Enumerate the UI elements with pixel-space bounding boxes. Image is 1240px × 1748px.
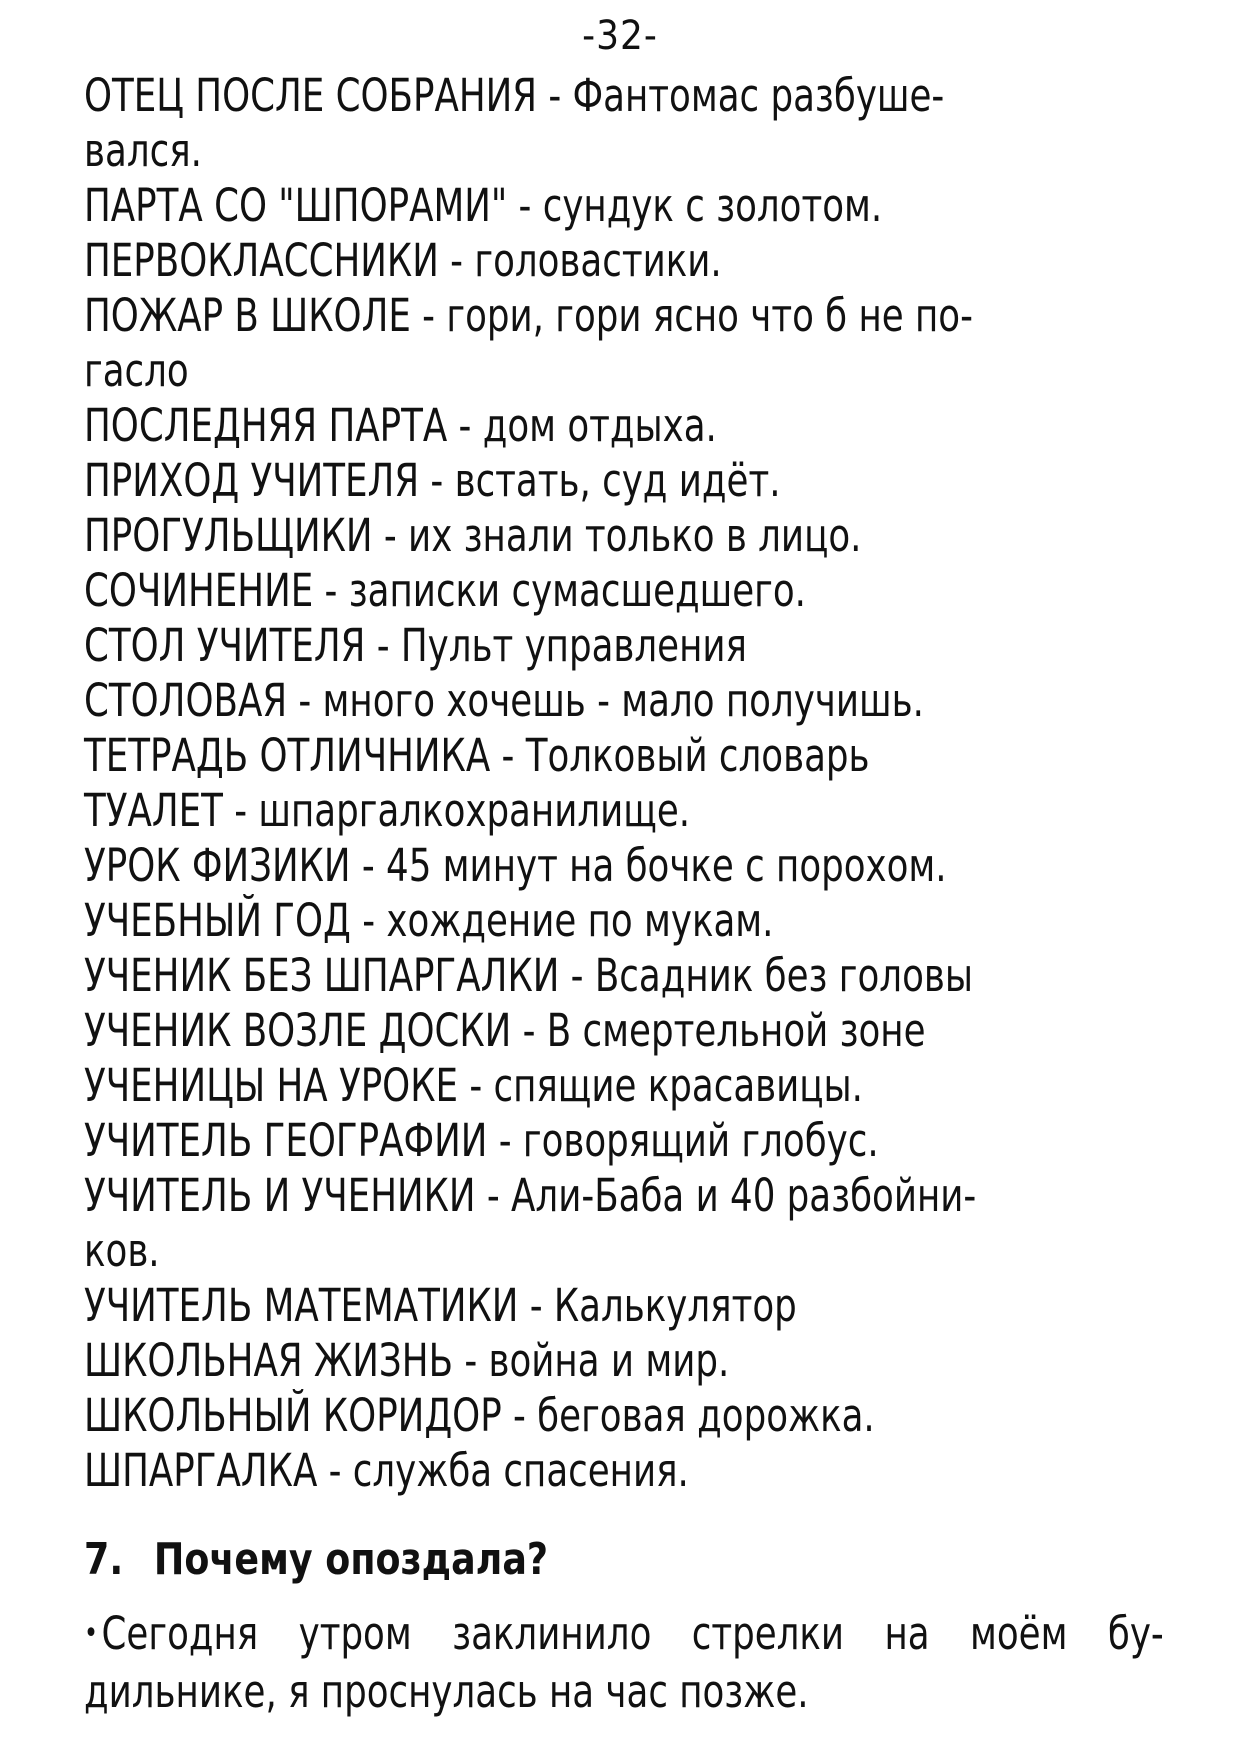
bullet-line-2: дильнике, я проснулась на час позже. <box>84 1665 809 1718</box>
text-line: гасло <box>84 344 189 397</box>
text-line: ПОЖАР В ШКОЛЕ - гори, гори ясно что б не по- <box>84 289 973 342</box>
text-line: ОТЕЦ ПОСЛЕ СОБРАНИЯ - Фантомас разбуше- <box>84 69 945 122</box>
text-line: ПРИХОД УЧИТЕЛЯ - встать, суд идёт. <box>84 454 781 507</box>
text-line: ПЕРВОКЛАССНИКИ - головастики. <box>84 234 722 287</box>
text-line: СТОЛ УЧИТЕЛЯ - Пульт управления <box>84 619 747 672</box>
text-line: УЧИТЕЛЬ МАТЕМАТИКИ - Калькулятор <box>84 1279 797 1332</box>
text-line: УРОК ФИЗИКИ - 45 минут на бочке с порохом. <box>84 839 947 892</box>
bullet-icon: • <box>84 1616 99 1651</box>
text-line: ПОСЛЕДНЯЯ ПАРТА - дом отдыха. <box>84 399 717 452</box>
text-line: ШКОЛЬНЫЙ КОРИДОР - беговая дорожка. <box>84 1389 875 1442</box>
text-line: ШКОЛЬНАЯ ЖИЗНЬ - война и мир. <box>84 1334 730 1387</box>
text-line: УЧЕБНЫЙ ГОД - хождение по мукам. <box>84 894 774 947</box>
section-heading <box>84 1530 548 1590</box>
page-number: -32- <box>582 13 658 59</box>
section-number: 7. <box>84 1534 124 1585</box>
definition-list <box>84 68 1164 1498</box>
text-line: УЧЕНИК БЕЗ ШПАРГАЛКИ - Всадник без головы <box>84 949 973 1002</box>
bullet-item <box>84 1605 1164 1721</box>
text-line: ков. <box>84 1224 160 1277</box>
text-line: ПРОГУЛЬЩИКИ - их знали только в лицо. <box>84 509 862 562</box>
text-line: СТОЛОВАЯ - много хочешь - мало получишь. <box>84 674 924 727</box>
bullet-line-1 <box>84 1605 1164 1663</box>
text-line: УЧЕНИК ВОЗЛЕ ДОСКИ - В смертельной зоне <box>84 1004 926 1057</box>
bullet-text-1: Сегодня утром заклинило стрелки на моём бу- <box>101 1607 1164 1660</box>
text-line: вался. <box>84 124 202 177</box>
text-line: СОЧИНЕНИЕ - записки сумасшедшего. <box>84 564 806 617</box>
section-title: Почему опоздала? <box>153 1534 549 1585</box>
text-line: ТУАЛЕТ - шпаргалкохранилище. <box>84 784 691 837</box>
text-line: ПАРТА СО "ШПОРАМИ" - сундук с золотом. <box>84 179 883 232</box>
text-line: ТЕТРАДЬ ОТЛИЧНИКА - Толковый словарь <box>84 729 870 782</box>
text-line: УЧЕНИЦЫ НА УРОКЕ - спящие красавицы. <box>84 1059 863 1112</box>
text-line: ШПАРГАЛКА - служба спасения. <box>84 1444 689 1497</box>
text-line: УЧИТЕЛЬ ГЕОГРАФИИ - говорящий глобус. <box>84 1114 879 1167</box>
text-line: УЧИТЕЛЬ И УЧЕНИКИ - Али-Баба и 40 разбойни- <box>84 1169 977 1222</box>
